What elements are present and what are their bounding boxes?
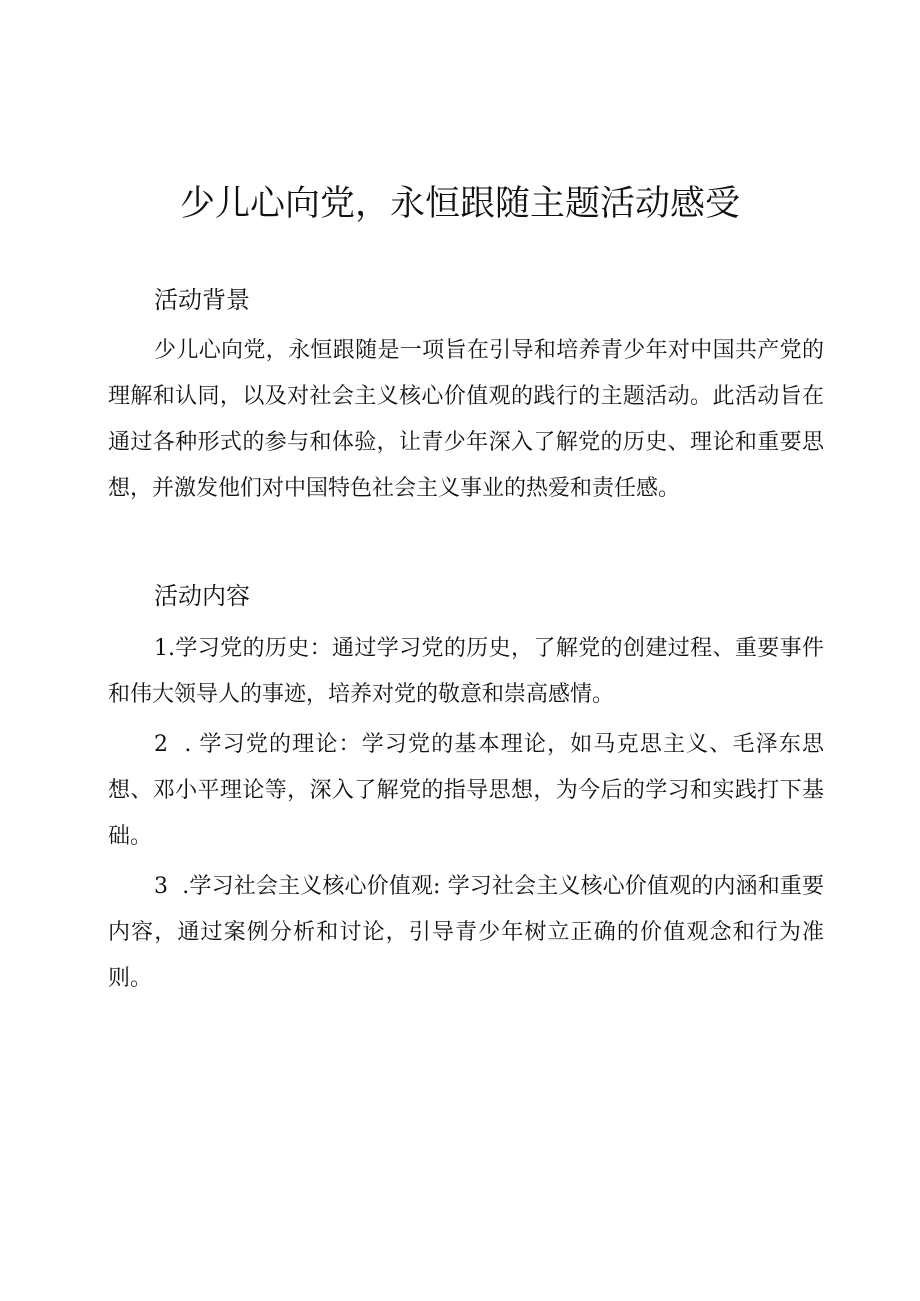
section-heading-content: 活动内容 [154, 582, 250, 610]
section-content [108, 578, 824, 1002]
section-heading-background: 活动背景 [154, 286, 250, 314]
background-paragraph: 少儿心向党，永恒跟随是一项旨在引导和培养青少年对中国共产党的理解和认同，以及对社会主义核心价值观的践行的主题活动。此活动旨在通过各种形式的参与和体验，让青少年深入了解党的历史、理论和重要思想，并激发他们对中国特色社会主义事业的热爱和责任感。 [108, 338, 824, 501]
content-item-history: 1.学习党的历史：通过学习党的历史，了解党的创建过程、重要事件和伟大领导人的事迹，培养对党的敬意和崇高感情。 [108, 636, 824, 707]
document-title: 少儿心向党，永恒跟随主题活动感受 [179, 184, 740, 224]
section-background [108, 282, 824, 512]
content-item-theory: 2 . 学习党的理论：学习党的基本理论，如马克思主义、毛泽东思想、邓小平理论等，深入了解党的指导思想，为今后的学习和实践打下基础。 [108, 732, 824, 849]
content-item-values: 3 .学习社会主义核心价值观: 学习社会主义核心价值观的内涵和重要内容，通过案例分析和讨论，引导青少年树立正确的价值观念和行为准则。 [108, 874, 824, 991]
